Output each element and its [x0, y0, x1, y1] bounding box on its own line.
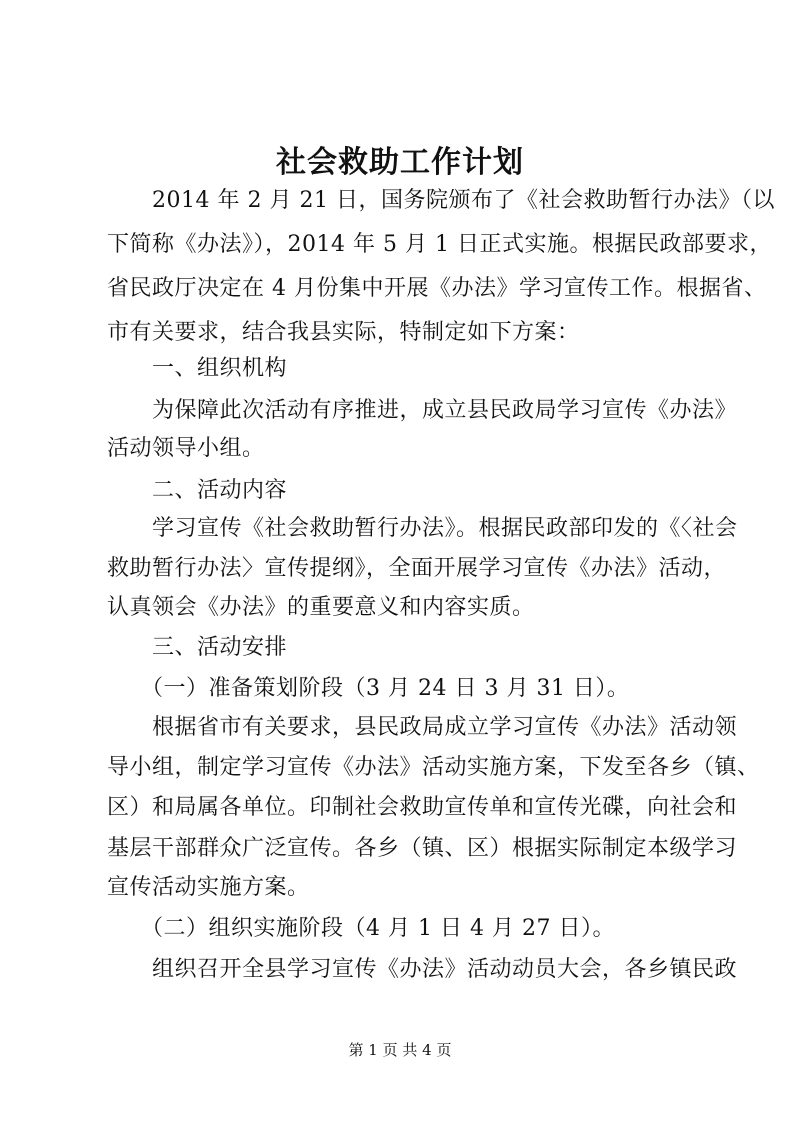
body-line: 2014 年 2 月 21 日，国务院颁布了《社会救助暂行办法》（以	[107, 188, 775, 213]
body-line: 导小组，制定学习宣传《办法》活动实施方案，下发至各乡（镇、	[107, 755, 760, 780]
body-line: 组织召开全县学习宣传《办法》活动动员大会，各乡镇民政	[107, 957, 738, 982]
body-line: 学习宣传《社会救助暂行办法》。根据民政部印发的《〈社会	[107, 516, 738, 541]
section-heading: 一、组织机构	[107, 356, 288, 381]
body-line: 为保障此次活动有序推进，成立县民政局学习宣传《办法》	[107, 398, 738, 423]
subsection-heading: （二）组织实施阶段（4 月 1 日 4 月 27 日）。	[107, 916, 615, 941]
document-title: 社会救助工作计划	[276, 145, 524, 180]
page-footer: 第 1 页 共 4 页	[348, 1041, 452, 1059]
body-line: 认真领会《办法》的重要意义和内容实质。	[107, 595, 535, 620]
section-heading: 二、活动内容	[107, 478, 288, 503]
body-line: 下简称《办法》），2014 年 5 月 1 日正式实施。根据民政部要求，	[107, 232, 772, 257]
subsection-heading: （一）准备策划阶段（3 月 24 日 3 月 31 日）。	[107, 676, 630, 701]
section-heading: 三、活动安排	[107, 635, 288, 660]
body-line: 区）和局属各单位。印制社会救助宣传单和宣传光碟，向社会和	[107, 795, 738, 820]
body-line: 市有关要求，结合我县实际，特制定如下方案：	[107, 320, 580, 345]
body-line: 救助暂行办法〉宣传提纲》，全面开展学习宣传《办法》活动，	[107, 556, 727, 581]
body-line: 宣传活动实施方案。	[107, 875, 310, 900]
body-line: 省民政厅决定在 4 月份集中开展《办法》学习宣传工作。根据省、	[107, 276, 767, 301]
body-line: 活动领导小组。	[107, 436, 265, 461]
body-line: 根据省市有关要求，县民政局成立学习宣传《办法》活动领	[107, 715, 738, 740]
body-line: 基层干部群众广泛宣传。各乡（镇、区）根据实际制定本级学习	[107, 836, 738, 861]
